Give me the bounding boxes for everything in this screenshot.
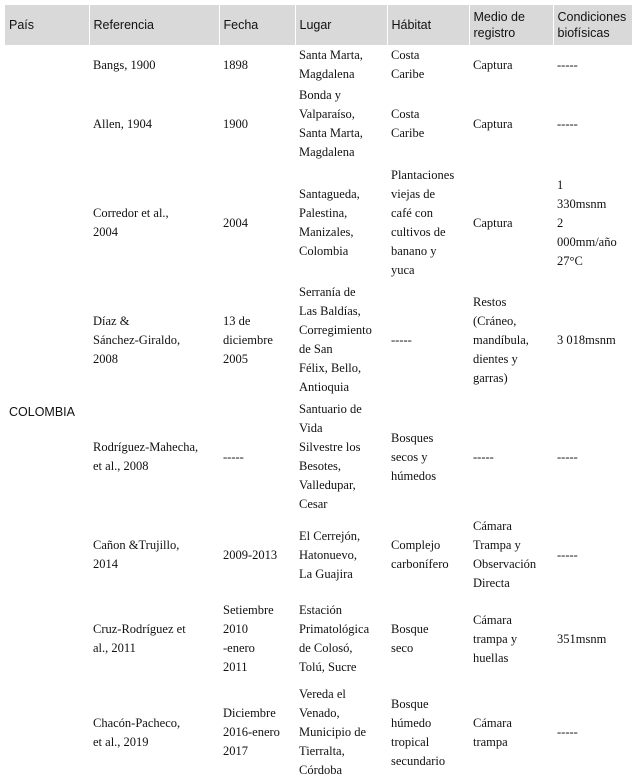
cell-text: 330msnm: [557, 196, 607, 211]
cell-text: Díaz &: [93, 313, 130, 328]
cell-text: Cañon &Trujillo,: [93, 538, 180, 552]
cell-text: Rodríguez-Mahecha,: [93, 440, 199, 454]
cell-referencia: [89, 517, 219, 593]
cell-text: huellas: [473, 650, 509, 665]
cell-text: -----: [557, 116, 578, 131]
cell-lugar: [295, 593, 387, 685]
cell-fecha: [219, 517, 295, 593]
cell-text: al., 2011: [93, 641, 136, 655]
cell-text: Bonda y: [299, 88, 342, 102]
cell-text: Diciembre: [223, 706, 276, 720]
cell-text: et al., 2008: [93, 459, 149, 473]
cell-text: 2008: [93, 351, 118, 366]
cell-referencia: [89, 85, 219, 163]
cell-text: diciembre: [223, 332, 273, 347]
cell-condiciones: [553, 85, 632, 163]
cell-text: garras): [473, 370, 508, 385]
cell-text: 1900: [223, 116, 248, 131]
table-row: [5, 85, 632, 163]
cell-text: 2004: [93, 225, 118, 239]
cell-fecha: [219, 685, 295, 780]
cell-text: Magdalena: [299, 145, 355, 159]
cell-text: Santa Marta,: [299, 48, 363, 62]
cell-text: (Cráneo,: [473, 313, 517, 328]
cell-habitat: [387, 685, 469, 780]
cell-text: -----: [223, 449, 244, 464]
header-lugar: Lugar: [295, 5, 387, 45]
cell-medio: [469, 685, 553, 780]
header-medio-registro: Medio de registro: [469, 5, 553, 45]
cell-fecha: [219, 397, 295, 517]
cell-condiciones: [553, 283, 632, 397]
cell-text: Bosque: [391, 622, 429, 636]
cell-text: Sánchez-Giraldo,: [93, 332, 181, 347]
cell-medio: [469, 45, 553, 85]
cell-text: mandíbula,: [473, 332, 529, 347]
cell-fecha: [219, 283, 295, 397]
cell-medio: [469, 517, 553, 593]
cell-text: 2009-2013: [223, 547, 278, 562]
cell-lugar: [295, 45, 387, 85]
cell-referencia: [89, 283, 219, 397]
cell-text: Captura: [473, 57, 513, 72]
cell-text: Cámara: [473, 612, 512, 627]
cell-text: Bangs, 1900: [93, 57, 156, 72]
cell-medio: [469, 397, 553, 517]
table-row: [5, 163, 632, 283]
cell-text: 000mm/año: [557, 234, 617, 249]
cell-text: Besotes,: [299, 459, 342, 473]
cell-condiciones: [553, 517, 632, 593]
cell-text: secos y: [391, 449, 428, 464]
cell-text: Plantaciones: [391, 168, 455, 182]
table-body: [5, 45, 632, 780]
country-cell: COLOMBIA: [9, 405, 75, 419]
cell-text: Cruz-Rodríguez et: [93, 622, 186, 636]
header-referencia: Referencia: [89, 5, 219, 45]
cell-text: 351msnm: [557, 631, 607, 646]
cell-text: Setiembre: [223, 603, 274, 617]
cell-text: 2011: [223, 660, 248, 674]
cell-text: Santagueda,: [299, 187, 360, 201]
cell-medio: [469, 163, 553, 283]
cell-text: 1: [557, 177, 564, 192]
cell-text: -enero: [223, 641, 255, 655]
cell-text: Antioquia: [299, 380, 349, 394]
cell-referencia: [89, 685, 219, 780]
cell-lugar: [295, 163, 387, 283]
cell-text: Vida: [299, 421, 323, 435]
cell-text: Caribe: [391, 126, 425, 140]
cell-habitat: [387, 85, 469, 163]
cell-habitat: [387, 283, 469, 397]
table-row: [5, 685, 632, 780]
table-row: [5, 45, 632, 85]
cell-text: yuca: [391, 263, 415, 277]
cell-text: 27°C: [557, 253, 583, 268]
cell-text: Restos: [473, 294, 507, 309]
cell-text: -----: [557, 57, 578, 72]
cell-text: Complejo: [391, 538, 441, 552]
cell-text: Tolú, Sucre: [299, 660, 357, 674]
cell-text: café con: [391, 206, 433, 220]
cell-text: Valparaíso,: [299, 107, 355, 121]
cell-text: Estación: [299, 603, 343, 617]
cell-text: Las Baldías,: [299, 304, 361, 318]
cell-text: secundario: [391, 753, 446, 768]
cell-text: Cámara: [473, 519, 512, 533]
cell-condiciones: [553, 593, 632, 685]
cell-text: Captura: [473, 116, 513, 131]
records-table: [5, 5, 632, 780]
cell-referencia: [89, 397, 219, 517]
cell-text: de San: [299, 342, 333, 356]
cell-fecha: [219, 85, 295, 163]
cell-text: Santa Marta,: [299, 126, 363, 140]
cell-text: 2005: [223, 351, 248, 366]
cell-text: Magdalena: [299, 67, 355, 81]
cell-text: La Guajira: [299, 566, 353, 581]
table-row: [5, 397, 632, 517]
cell-text: Cesar: [299, 497, 328, 511]
cell-text: seco: [391, 641, 414, 655]
table-row: [5, 283, 632, 397]
cell-text: Chacón-Pacheco,: [93, 715, 181, 730]
cell-text: de Colosó,: [299, 641, 353, 655]
cell-habitat: [387, 397, 469, 517]
cell-text: 2: [557, 215, 564, 230]
cell-text: Serranía de: [299, 285, 356, 299]
cell-text: trampa: [473, 734, 508, 749]
cell-text: Observación: [473, 557, 537, 571]
cell-text: 13 de: [223, 313, 251, 328]
cell-text: Municipio de: [299, 725, 367, 739]
cell-habitat: [387, 45, 469, 85]
cell-text: 2010: [223, 622, 248, 636]
header-condiciones: Condiciones biofísicas: [553, 5, 632, 45]
cell-text: dientes y: [473, 351, 518, 366]
cell-referencia: [89, 593, 219, 685]
cell-text: 3 018msnm: [557, 332, 616, 347]
cell-text: Bosque: [391, 696, 429, 711]
cell-fecha: [219, 45, 295, 85]
cell-text: húmedos: [391, 468, 437, 483]
cell-condiciones: [553, 45, 632, 85]
cell-text: -----: [557, 725, 578, 739]
cell-medio: [469, 85, 553, 163]
cell-text: Directa: [473, 576, 510, 590]
cell-text: banano y: [391, 244, 437, 258]
cell-text: Cámara: [473, 715, 512, 730]
cell-text: Vereda el: [299, 687, 346, 701]
cell-habitat: [387, 593, 469, 685]
cell-text: Félix, Bello,: [299, 361, 362, 375]
cell-text: Caribe: [391, 67, 425, 81]
cell-text: Colombia: [299, 244, 349, 258]
cell-habitat: [387, 163, 469, 283]
cell-text: et al., 2019: [93, 734, 149, 749]
cell-text: húmedo: [391, 715, 432, 730]
cell-text: Primatológica: [299, 622, 370, 636]
cell-fecha: [219, 163, 295, 283]
header-fecha: Fecha: [219, 5, 295, 45]
cell-text: Costa: [391, 107, 420, 121]
cell-text: cultivos de: [391, 225, 446, 239]
cell-text: Silvestre los: [299, 440, 361, 454]
cell-text: -----: [391, 332, 412, 347]
cell-text: Costa: [391, 48, 420, 62]
cell-text: -----: [557, 449, 578, 464]
cell-lugar: [295, 517, 387, 593]
cell-text: Palestina,: [299, 206, 348, 220]
cell-text: Santuario de: [299, 402, 362, 416]
cell-condiciones: [553, 397, 632, 517]
cell-text: Venado,: [299, 706, 340, 720]
cell-text: El Cerrejón,: [299, 528, 361, 543]
cell-text: 2004: [223, 215, 248, 230]
cell-text: 2016-enero: [223, 725, 280, 739]
cell-text: Captura: [473, 215, 513, 230]
cell-text: -----: [557, 547, 578, 562]
cell-condiciones: [553, 685, 632, 780]
table-row: [5, 517, 632, 593]
cell-medio: [469, 283, 553, 397]
header-pais: País: [5, 5, 89, 45]
header-row: [5, 5, 632, 45]
cell-lugar: [295, 685, 387, 780]
cell-text: Hatonuevo,: [299, 547, 357, 562]
cell-text: carbonífero: [391, 557, 449, 571]
cell-text: 2014: [93, 557, 118, 571]
cell-text: trampa y: [473, 631, 518, 646]
cell-text: -----: [473, 449, 494, 464]
header-habitat: Hábitat: [387, 5, 469, 45]
cell-lugar: [295, 397, 387, 517]
cell-text: Corregimiento: [299, 323, 372, 337]
cell-text: tropical: [391, 734, 430, 749]
cell-referencia: [89, 45, 219, 85]
cell-text: Corredor et al.,: [93, 206, 169, 220]
cell-text: Córdoba: [299, 763, 343, 777]
cell-lugar: [295, 283, 387, 397]
cell-text: Valledupar,: [299, 478, 356, 492]
table-row: [5, 593, 632, 685]
cell-text: Manizales,: [299, 225, 354, 239]
cell-text: Tierralta,: [299, 744, 345, 758]
cell-text: Trampa y: [473, 538, 521, 552]
cell-text: viejas de: [391, 187, 436, 201]
cell-referencia: [89, 163, 219, 283]
cell-condiciones: [553, 163, 632, 283]
cell-habitat: [387, 517, 469, 593]
cell-fecha: [219, 593, 295, 685]
cell-text: 2017: [223, 744, 248, 758]
cell-text: Allen, 1904: [93, 116, 153, 131]
cell-text: 1898: [223, 57, 248, 72]
cell-lugar: [295, 85, 387, 163]
cell-medio: [469, 593, 553, 685]
cell-text: Bosques: [391, 430, 434, 445]
